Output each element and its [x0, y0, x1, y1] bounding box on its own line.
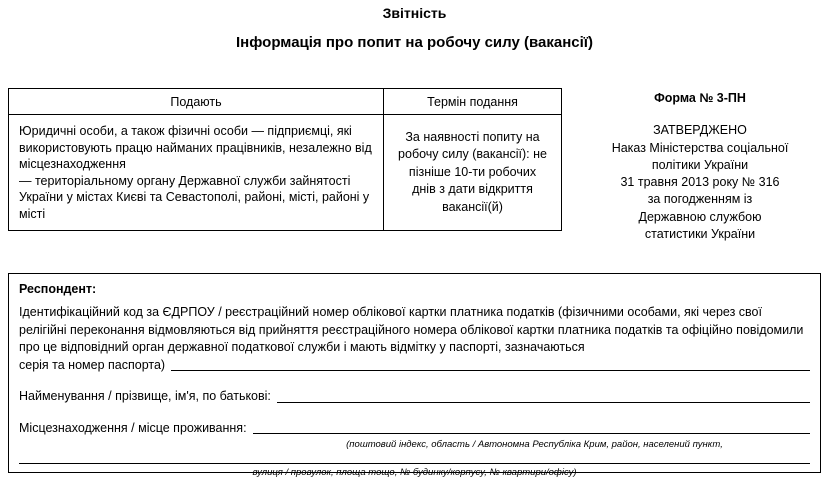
approval-line: політики України	[651, 157, 749, 172]
edrpou-code-text: Ідентифікаційний код за ЄДРПОУ / реєстраційний номер облікової картки платника податків (фізичними особами, які через свої релігійні переконання відмовляються від прийняття реєстраційного номера облікової картки платника податків та офіційно повідомили про це відповідний орган державної податкової служби і мають відмітку у паспорті, зазначаються	[19, 305, 804, 354]
approval-line: 31 травня 2013 року № 316	[620, 175, 780, 189]
table-body-row	[9, 115, 562, 231]
address-fill-line[interactable]	[19, 453, 810, 464]
name-fill-line[interactable]	[277, 402, 810, 403]
column-header-submitters: Подають	[9, 89, 384, 115]
respondent-label: Респондент:	[19, 282, 97, 296]
approval-block	[578, 90, 822, 243]
form-number: Форма № 3-ПН	[654, 91, 746, 105]
approval-line: Наказ Міністерства соціальної	[611, 140, 789, 155]
document-category: Звітність	[382, 5, 447, 21]
approval-line: ЗАТВЕРДЖЕНО	[653, 123, 747, 138]
table-header-row	[9, 89, 562, 115]
location-fill-line[interactable]	[253, 433, 810, 434]
name-field-label: Найменування / прізвище, ім'я, по батькові:	[19, 389, 271, 403]
submitters-paragraph-1: Юридичні особи, а також фізичні особи — підприємці, які використовують працю найманих працівників, незалежно від місцезнаходження	[19, 124, 372, 171]
location-hint-postal: (поштовий індекс, область / Автономна Республіка Крим, район, населений пункт,	[346, 439, 723, 450]
edrpou-tail-row	[19, 357, 810, 375]
approval-line: за погодженням із	[647, 192, 753, 207]
location-field-label: Місцезнаходження / місце проживання:	[19, 420, 247, 435]
name-field-row	[19, 388, 810, 406]
document-title: Інформація про попит на робочу силу (вакансії)	[236, 34, 593, 51]
submitters-paragraph-2: — територіальному органу Державної служби зайнятості України у містах Києві та Севастополі, районі, місті, районі у місті	[19, 173, 370, 221]
edrpou-code-text-tail: серія та номер паспорта)	[19, 357, 166, 372]
respondent-section	[8, 273, 821, 479]
approval-line: Державною службою	[638, 209, 762, 224]
location-hint-street: вулиця / провулок, площа тощо, № будинку/корпусу, № квартири/офісу)	[252, 467, 577, 479]
submission-table	[8, 88, 562, 231]
edrpou-code-fill-line[interactable]	[171, 370, 810, 371]
location-field-row	[19, 420, 810, 438]
column-header-deadline: Термін подання	[384, 89, 562, 115]
deadline-cell: За наявності попиту на робочу силу (вакансії): не пізніше 10-ти робочих днів з дати відкриття вакансії(й)	[384, 115, 562, 231]
approval-line: статистики України	[644, 226, 756, 241]
submitters-cell	[9, 115, 384, 231]
